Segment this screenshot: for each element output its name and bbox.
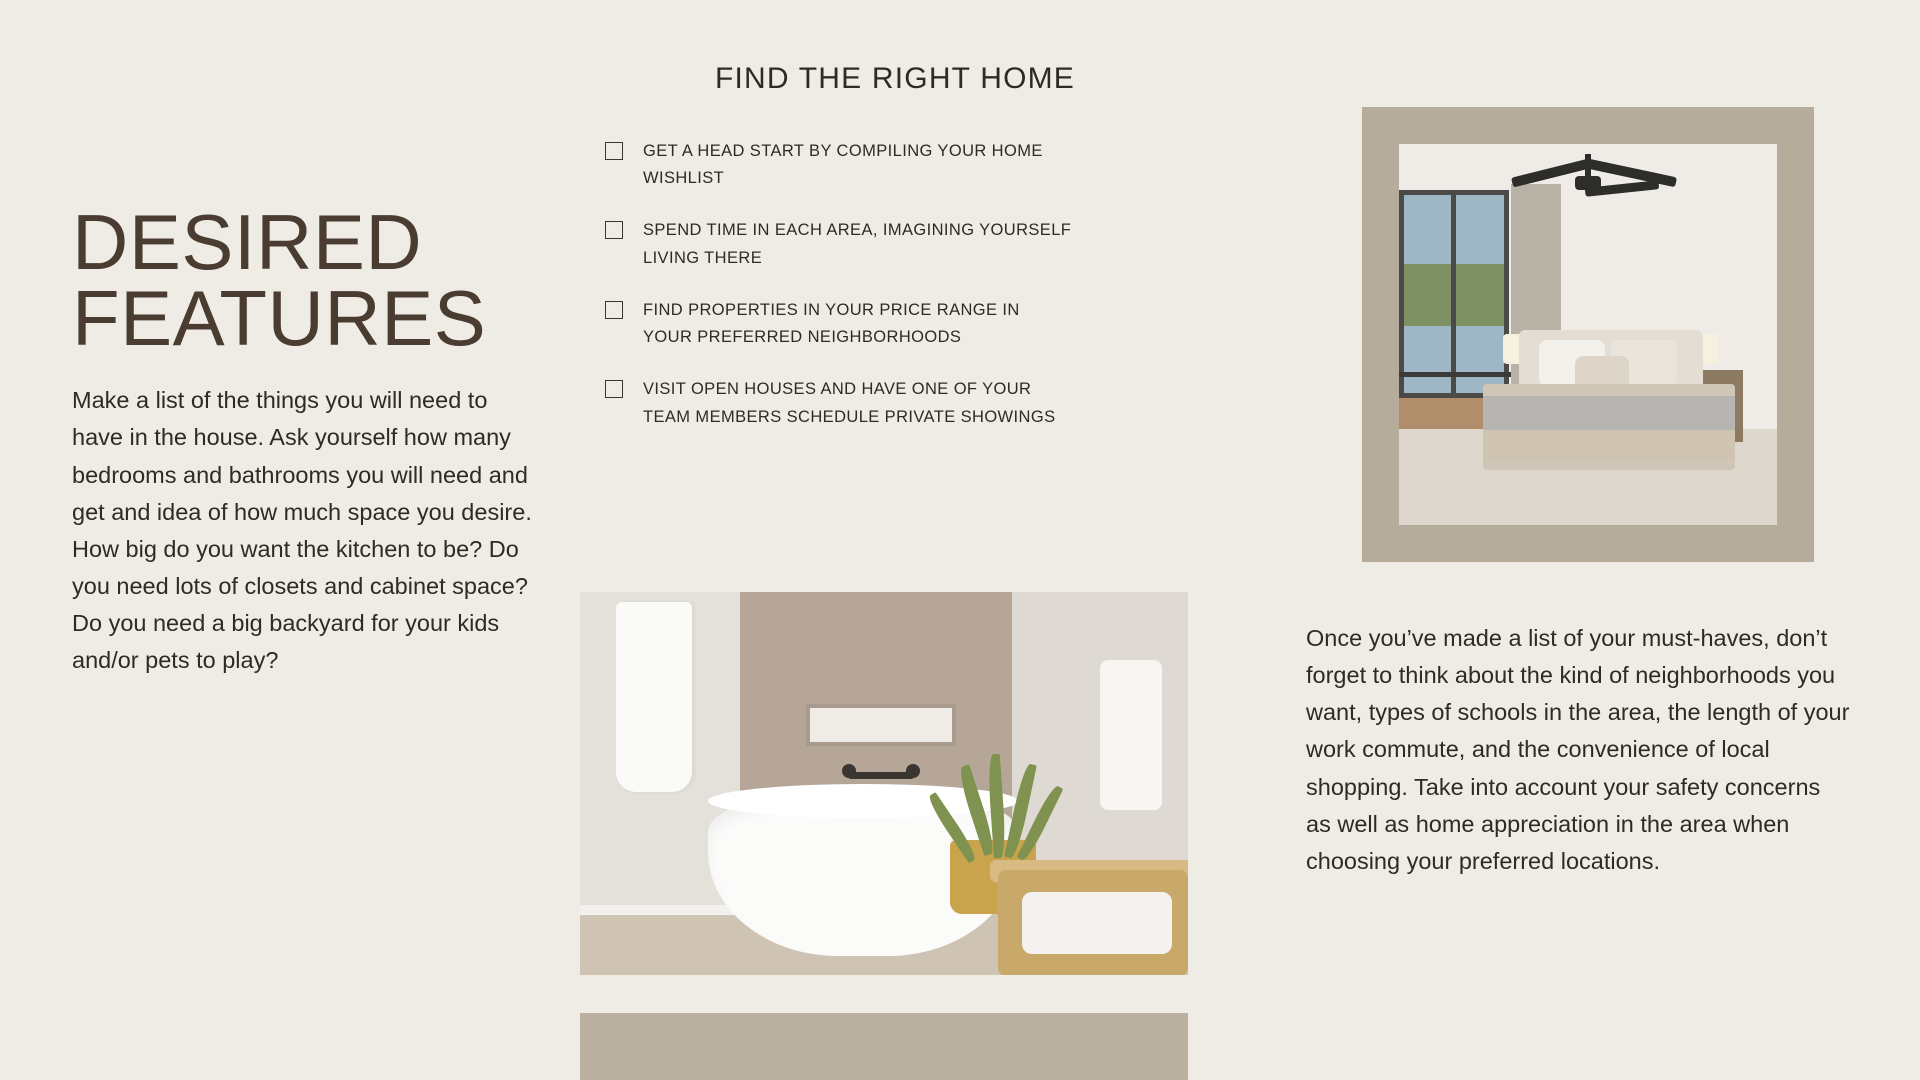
bedroom-image <box>1399 144 1777 525</box>
page-title <box>72 198 542 362</box>
bed-throw <box>1483 430 1735 460</box>
faucet-spout-icon <box>848 772 914 779</box>
checkbox-icon[interactable] <box>605 221 623 239</box>
bathroom-baseboard <box>580 905 740 915</box>
checkbox-icon[interactable] <box>605 142 623 160</box>
checkbox-icon[interactable] <box>605 301 623 319</box>
bedroom-image-frame <box>1362 107 1814 562</box>
list-item[interactable] <box>605 376 1210 430</box>
checkbox-icon[interactable] <box>605 380 623 398</box>
rolled-towels <box>1022 892 1172 954</box>
checklist-item-label: GET A HEAD START BY COMPILING YOUR HOME WISHLIST <box>643 142 1043 188</box>
bottom-color-band <box>580 1013 1188 1080</box>
side-towel <box>1100 660 1162 810</box>
hanging-towel <box>616 602 692 792</box>
page-title-line-1: DESIRED <box>72 198 423 286</box>
list-item[interactable] <box>605 297 1210 351</box>
window-mullion <box>1451 190 1456 398</box>
checklist-heading: FIND THE RIGHT HOME <box>714 62 1076 95</box>
list-item[interactable] <box>605 217 1210 271</box>
left-body-paragraph: Make a list of the things you will need to have in the house. Ask yourself how many bedrooms and bathrooms you will need and get and idea of how much space you desire. How big do you want the kitchen to be? Do you need lots of closets and cabinet space? Do you need a big backyard for your kids and/or pets to play? <box>72 387 532 674</box>
checklist <box>580 138 1210 431</box>
checklist-item-label: FIND PROPERTIES IN YOUR PRICE RANGE IN YOUR PREFERRED NEIGHBORHOODS <box>643 300 1020 347</box>
checklist-item-label: VISIT OPEN HOUSES AND HAVE ONE OF YOUR TEAM MEMBERS SCHEDULE PRIVATE SHOWINGS <box>643 380 1056 426</box>
balcony-railing <box>1399 372 1523 377</box>
ceiling-fan-hub <box>1575 176 1601 190</box>
bathroom-niche <box>806 704 956 746</box>
page-title-line-2: FEATURES <box>72 273 487 362</box>
right-body-paragraph: Once you’ve made a list of your must-haves, don’t forget to think about the kind of neighborhoods you want, types of schools in the area, the length of your work commute, and the convenience of local shopping. Take into account your safety concerns as well as home appreciation in the area when choosing your preferred locations. <box>1306 625 1850 874</box>
right-column <box>1306 620 1851 880</box>
left-column <box>72 198 542 679</box>
middle-column <box>580 62 1210 456</box>
list-item[interactable] <box>605 138 1210 192</box>
bathroom-image <box>580 592 1188 975</box>
checklist-item-label: SPEND TIME IN EACH AREA, IMAGINING YOURSELF LIVING THERE <box>643 221 1072 267</box>
